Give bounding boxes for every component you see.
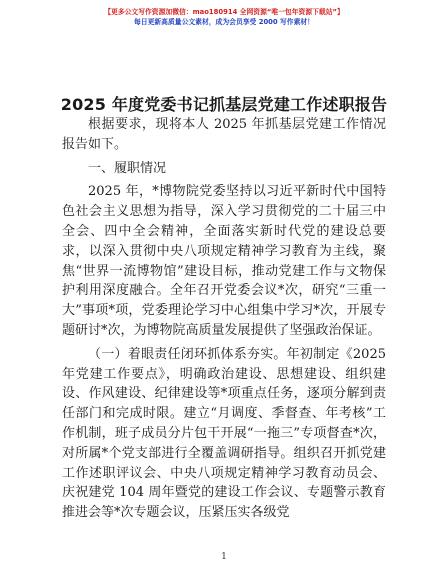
body-paragraph-2: （一）着眼责任闭环抓体系夯实。年初制定《2025 年党建工作要点》，明确政治建设、思想建设、组织建设、作风建设、纪律建设等*项重点任务，逐项分解到责任部门和完成时限。建立“月调度、季督查、年考核”工作机制，班子成员分片包干开展“一拖三”专项督查*次，对所属*个党支部进行全覆盖调研指导。组织召开抓党建工作述职评议会、中央八项规定精神学习教育动员会、庆祝建党 104 周年暨党的建设工作会议、专题警示教育推进会等*次专题会议，压紧压实各级党 [62,346,386,521]
promo-header [0,7,448,27]
intro-paragraph: 根据要求，现将本人 2025 年抓基层党建工作情况报告如下。 [62,117,386,152]
document-title: 2025 年度党委书记抓基层党建工作述职报告 [60,95,388,114]
section-heading: 一、履职情况 [88,160,167,176]
page-number: 1 [221,552,227,562]
promo-line-2: 每日更新高质量公文素材，成为会员享受 2000 写作素材！ [134,18,314,26]
promo-line-1: 【更多公文写作资源加微信：mao180914 全网资源“唯一包年资源下载站”】 [104,8,344,16]
body-paragraph-1: 2025 年，*博物院党委坚持以习近平新时代中国特色社会主义思想为指导，深入学习贯彻党的二十届三中全会、四中全会精神，全面落实新时代党的建设总要求，以深入贯彻中央八项规定精神学习教育为主线，聚焦“世界一流博物馆”建设目标，推动党建工作与文物保护利用深度融合。全年召开党委会议*次，研究“三重一大”事项*项，党委理论学习中心组集中学习*次，开展专题研讨*次，为博物院高质量发展提供了坚强政治保证。 [62,184,386,338]
document-body [62,115,386,523]
